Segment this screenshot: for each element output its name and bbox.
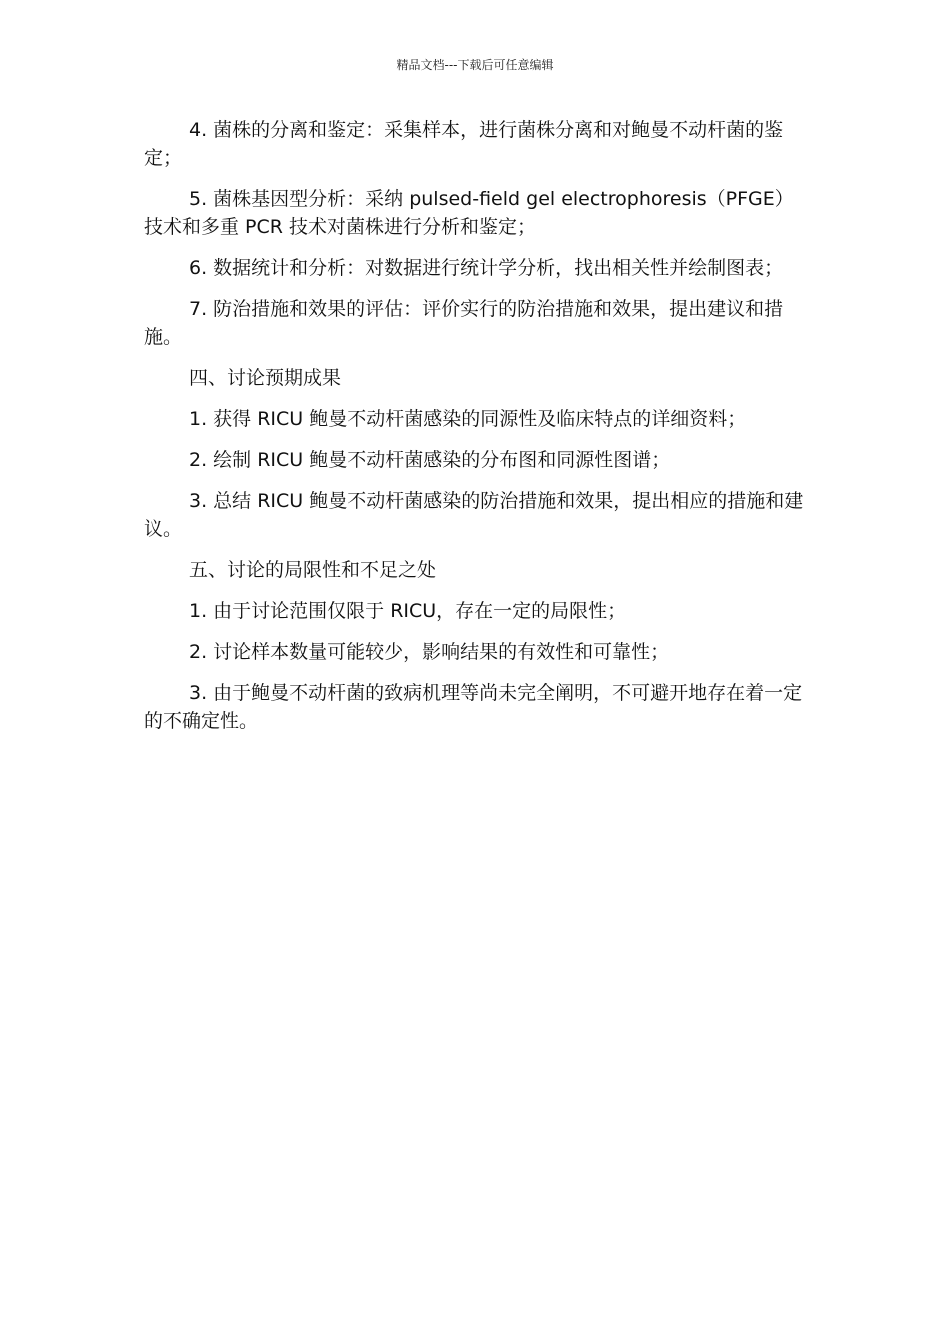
limitation-1-paragraph: 1. 由于讨论范围仅限于 RICU，存在一定的局限性； — [189, 600, 627, 622]
document-body — [144, 116, 812, 748]
limitation-2-paragraph: 2. 讨论样本数量可能较少，影响结果的有效性和可靠性； — [189, 641, 670, 663]
step-4-paragraph: 4. 菌株的分离和鉴定：采集样本，进行菌株分离和对鲍曼不动杆菌的鉴定； — [144, 119, 784, 169]
step-7-paragraph: 7. 防治措施和效果的评估：评价实行的防治措施和效果，提出建议和措施。 — [144, 298, 784, 348]
section-heading-expected-results: 四、讨论预期成果 — [189, 367, 342, 389]
step-5-paragraph: 5. 菌株基因型分析：采纳 pulsed-field gel electrophoresis（PFGE）技术和多重 PCR 技术对菌株进行分析和鉴定； — [144, 188, 794, 238]
result-1-paragraph: 1. 获得 RICU 鲍曼不动杆菌感染的同源性及临床特点的详细资料； — [189, 408, 747, 430]
section-heading-limitations: 五、讨论的局限性和不足之处 — [189, 559, 437, 581]
result-3-paragraph: 3. 总结 RICU 鲍曼不动杆菌感染的防治措施和效果，提出相应的措施和建议。 — [144, 490, 804, 540]
result-2-paragraph: 2. 绘制 RICU 鲍曼不动杆菌感染的分布图和同源性图谱； — [189, 449, 671, 471]
page-header: 精品文档---下载后可任意编辑 — [396, 58, 554, 72]
step-6-paragraph: 6. 数据统计和分析：对数据进行统计学分析，找出相关性并绘制图表； — [189, 257, 784, 279]
limitation-3-paragraph: 3. 由于鲍曼不动杆菌的致病机理等尚未完全阐明，不可避开地存在着一定的不确定性。 — [144, 682, 803, 732]
